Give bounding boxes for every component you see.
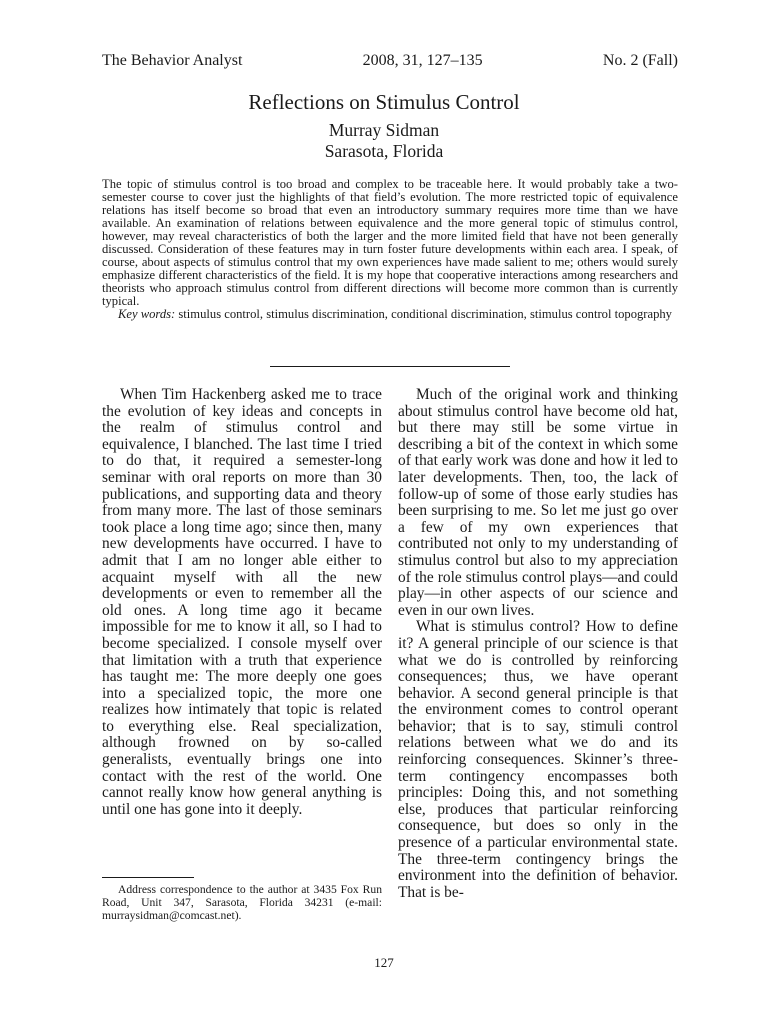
keywords-text: stimulus control, stimulus discrimination, conditional discrimination, stimulus control topography: [178, 307, 672, 321]
abstract: [102, 178, 678, 321]
body-paragraph: Much of the original work and thinking about stimulus control have become old hat, but there may still be some virtue in describing a bit of the context in which some of that early work was done and how it led to later developments. Then, too, the lack of follow-up of some of those early studies has been surprising to me. So let me just go over a few of my own experiences that contributed not only to my understanding of stimulus control but also to my appreciation of the role stimulus control plays—and could play—in other aspects of our science and even in our own lives.: [398, 386, 678, 619]
journal-name: The Behavior Analyst: [102, 52, 243, 69]
citation: 2008, 31, 127–135: [362, 52, 483, 69]
footnote: [102, 883, 382, 923]
correspondence-address: Address correspondence to the author at 3435 Fox Run Road, Unit 347, Sarasota, Florida 34231 (e-mail: murraysidman@comcast.net).: [102, 883, 382, 923]
left-column: [102, 387, 382, 818]
author-affiliation: Sarasota, Florida: [324, 141, 444, 161]
author-name: Murray Sidman: [328, 120, 440, 140]
body-paragraph: What is stimulus control? How to define it? A general principle of our science is that what we do is controlled by reinforcing consequences; thus, we have operant behavior. A second general principle is that the environment comes to control operant behavior; that is to say, stimuli control relations between what we do and its reinforcing consequences. Skinner’s three-term contingency encompasses both principles: Doing this, and not something else, produces that particular reinforcing consequence, but does so only in the presence of a particular environmental state. The three-term contingency brings the environment into the definition of behavior. That is be-: [398, 618, 678, 901]
right-column: [398, 387, 678, 901]
section-divider: [270, 366, 510, 367]
issue-label: No. 2 (Fall): [602, 52, 678, 69]
keywords: [102, 308, 678, 321]
running-header: [102, 52, 678, 70]
keywords-label: Key words:: [118, 307, 176, 321]
author-block: [0, 120, 768, 162]
footnote-divider: [102, 877, 194, 878]
body-paragraph: When Tim Hackenberg asked me to trace the evolution of key ideas and concepts in the realm of stimulus control and equivalence, I blanched. The last time I tried to do that, it required a semester-long seminar with oral reports on more than 30 publications, and supporting data and theory from many more. The last of those seminars took place a long time ago; since then, many new developments have occurred. I have to admit that I am no longer able either to acquaint myself with all the new developments or even to remember all the old ones. A long time ago it became impossible for me to know it all, so I had to become specialized. I console myself over that limitation with a truth that experience has taught me: The more deeply one goes into a specialized topic, the more one realizes how intimately that topic is related to everything else. Real specialization, although frowned on by so-called generalists, eventually brings one into contact with the rest of the world. One cannot really know how general anything is until one has gone into it deeply.: [102, 386, 382, 818]
page-number: 127: [374, 955, 394, 970]
abstract-text: The topic of stimulus control is too broad and complex to be traceable here. It would probably take a two-semester course to cover just the highlights of that field’s evolution. The more restricted topic of equivalence relations has itself become so broad that even an introductory summary requires more time than we have available. An examination of relations between equivalence and the more general topic of stimulus control, however, may reveal characteristics of both the larger and the more limited field that have not been generally discussed. Consideration of these features may in turn foster future developments within each area. I speak, of course, about aspects of stimulus control that my own experiences have made salient to me; others would surely emphasize different characteristics of the field. It is my hope that cooperative interactions among researchers and theorists who approach stimulus control from different directions will become more common than is currently typical.: [102, 177, 678, 308]
article-title: Reflections on Stimulus Control: [248, 90, 520, 114]
